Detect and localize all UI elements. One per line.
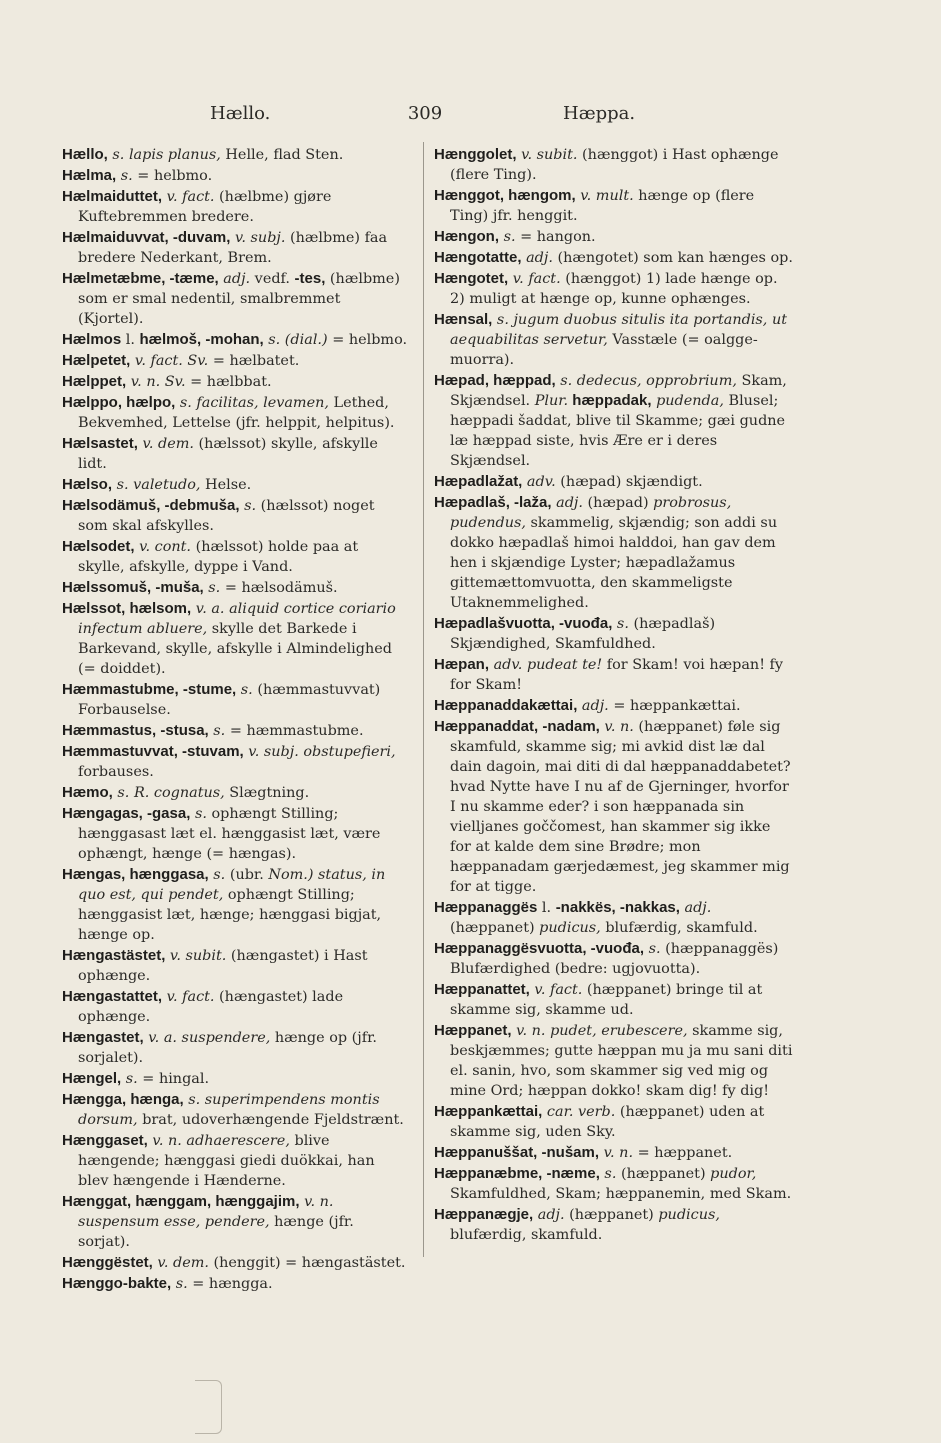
entry-text: = helbmo. <box>327 332 408 348</box>
entry-headword: Hæppanaddakættai, <box>434 697 578 714</box>
entry-headword: Hæpad, hæppad, <box>434 372 556 389</box>
dictionary-entry <box>434 939 794 979</box>
entry-text: v. dem. <box>137 436 194 452</box>
entry-headword: Hælpetet, <box>62 352 131 369</box>
dictionary-entry <box>434 227 794 247</box>
entry-headword: Hænsal, <box>434 311 493 328</box>
dictionary-entry <box>62 1253 408 1273</box>
entry-headword: Hængel, <box>62 1070 122 1087</box>
dictionary-entry <box>62 680 408 720</box>
entry-text: v. fact. <box>162 989 215 1005</box>
page-number: 309 <box>407 103 443 124</box>
entry-text: car. verb. <box>542 1104 616 1120</box>
entry-headword: Hængotatte, <box>434 249 522 266</box>
entry-text: v. a. suspendere, <box>143 1030 271 1046</box>
entry-text: s. (dial.) <box>263 332 328 348</box>
binding-tab-mark <box>195 1380 222 1434</box>
entry-text: Nom.) status, in quo est, qui pendet, <box>78 867 386 903</box>
dictionary-entry <box>62 166 408 186</box>
entry-text: blufærdig, skamfuld. <box>450 1227 603 1243</box>
entry-text: Helle, flad Sten. <box>220 147 344 163</box>
dictionary-entry <box>62 578 408 598</box>
dictionary-entry <box>434 145 794 185</box>
entry-text: v. subit. <box>165 948 227 964</box>
entry-headword: Hæppanaggës <box>434 899 538 916</box>
left-column <box>62 145 408 1294</box>
entry-text: vedf. <box>250 271 295 287</box>
entry-text: hænge op (flere Ting) jfr. henggit. <box>450 188 755 224</box>
entry-text: = hælbatet. <box>208 353 300 369</box>
dictionary-entry <box>62 372 408 392</box>
entry-headword: Hæpadlašvuotta, -vuođa, <box>434 615 613 632</box>
entry-text: s. <box>121 1071 138 1087</box>
entry-text: Plur. <box>534 393 569 409</box>
entry-headword: Hængastet, <box>62 1029 144 1046</box>
entry-headword: Hælmaiduvvat, -duvam, <box>62 229 231 246</box>
entry-text: = hælbbat. <box>185 374 272 390</box>
entry-headword: Hælssot, hælsom, <box>62 600 192 617</box>
entry-text: (hæppanet) bringe til at skamme sig, skamme ud. <box>450 982 763 1018</box>
entry-text: = hingal. <box>137 1071 210 1087</box>
dictionary-entry <box>434 1164 794 1204</box>
entry-headword: Hænggaset, <box>62 1132 148 1149</box>
entry-text: adv. pudeat te! <box>489 657 603 673</box>
dictionary-entry <box>62 987 408 1027</box>
entry-text: (hængastet) i Hast ophænge. <box>78 948 368 984</box>
page-header <box>0 103 941 131</box>
entry-text: Skam, Skjændsel. <box>450 373 787 409</box>
entry-headword: Hæppanaggësvuotta, -vuođa, <box>434 940 645 957</box>
entry-headword: Hælppo, hælpo, <box>62 394 176 411</box>
entry-headword: Hælsodet, <box>62 538 135 555</box>
entry-text: = hængga. <box>187 1276 273 1292</box>
dictionary-entry <box>434 472 794 492</box>
entry-text: (hæppanet) <box>450 920 540 936</box>
entry-headword: Hælsodämuš, -debmuša, <box>62 497 240 514</box>
entry-text: s. <box>239 498 257 514</box>
entry-text: (hælssot) holde paa at skylle, afskylle, dyppe i Vand. <box>78 539 359 575</box>
entry-text: adj. <box>679 900 712 916</box>
entry-text: Vasstæle (= oalgge-muorra). <box>450 332 758 368</box>
entry-headword: Hæppanet, <box>434 1022 512 1039</box>
entry-headword: Hæmmastuvvat, -stuvam, <box>62 743 244 760</box>
entry-text: (hælbme) som er smal nedentil, smalbremmet (Kjortel). <box>78 271 400 327</box>
entry-text: Blusel; hæppadi šaddat, blive til Skamme; gæi gudne læ hæppad siste, hvis Ære er i deres Skjændsel. <box>450 393 786 469</box>
dictionary-entry <box>434 696 794 716</box>
entry-text: s. R. cognatus, <box>112 785 225 801</box>
entry-headword: Hænggat, hænggam, hænggajim, <box>62 1193 300 1210</box>
entry-headword: Hælmaiduttet, <box>62 188 163 205</box>
dictionary-entry <box>62 865 408 945</box>
entry-text: (hæppanet) <box>564 1207 659 1223</box>
entry-headword: Hælma, <box>62 167 117 184</box>
dictionary-entry <box>62 496 408 536</box>
entry-headword: Hælssomuš, -muša, <box>62 579 204 596</box>
dictionary-entry <box>434 898 794 938</box>
dictionary-entry <box>434 614 794 654</box>
entry-text: (hæpad) <box>582 495 654 511</box>
dictionary-entry <box>62 187 408 227</box>
entry-text: skylle det Barkede i Barkevand, skylle, afskylle i Almindelighed (= doiddet). <box>78 621 392 677</box>
entry-text: s. <box>644 941 661 957</box>
entry-text: v. fact. <box>529 982 583 998</box>
dictionary-entry <box>62 721 408 741</box>
entry-headword: Hæmmastus, -stusa, <box>62 722 209 739</box>
entry-text: (hænggot) i Hast ophænge (flere Ting). <box>450 147 779 183</box>
entry-text: v. n. <box>599 1145 634 1161</box>
entry-text: brat, udoverhængende Fjeldstrænt. <box>137 1112 404 1128</box>
entry-text: (hæppanet) uden at skamme sig, uden Sky. <box>450 1104 765 1140</box>
entry-headword: Hæppanattet, <box>434 981 530 998</box>
entry-headword: Hænggolet, <box>434 146 517 163</box>
dictionary-entry <box>62 393 408 433</box>
entry-text: pudicus, <box>658 1207 720 1223</box>
entry-text: hænge (jfr. sorjat). <box>78 1214 354 1250</box>
dictionary-entry <box>434 371 794 471</box>
entry-headword: Hængotet, <box>434 270 509 287</box>
entry-text: (hængotet) som kan hænges op. <box>552 250 793 266</box>
entry-headword: Hæppanæbme, -næme, <box>434 1165 600 1182</box>
entry-headword: Hælppet, <box>62 373 127 390</box>
entry-text: hænge op (jfr. sorjalet). <box>78 1030 377 1066</box>
entry-text: v. fact. <box>508 271 561 287</box>
entry-text: s. jugum duobus situlis ita portandis, ut aequabilitas servetur, <box>450 312 788 348</box>
dictionary-entry <box>434 1143 794 1163</box>
entry-text: = hæppankættai. <box>608 698 741 714</box>
dictionary-entry <box>434 980 794 1020</box>
dictionary-entry <box>62 475 408 495</box>
dictionary-entry <box>62 145 408 165</box>
entry-text: = hangon. <box>515 229 596 245</box>
entry-text: blive hængende; hænggasi giedi duökkai, han blev hængende i Hænderne. <box>78 1133 375 1189</box>
entry-text: forbauses. <box>78 764 154 780</box>
entry-text: (hælbme) gjøre Kuftebremmen bredere. <box>78 189 332 225</box>
entry-headword: Hængga, hænga, <box>62 1091 184 1108</box>
entry-headword: Hæppanuššat, -nušam, <box>434 1144 600 1161</box>
entry-text: l. <box>121 332 140 348</box>
entry-text: v. n. <box>599 719 634 735</box>
entry-text: Helse. <box>200 477 252 493</box>
entry-text: v. cont. <box>134 539 192 555</box>
dictionary-entry <box>62 1090 408 1130</box>
entry-text: skamme sig, beskjæmmes; gutte hæppan mu ja mu sani diti el. sanin, hvo, som skammer sig ved mig og mine Ord; hæppan dokko! skam dig! fy dig! <box>450 1023 793 1099</box>
dictionary-entry <box>62 537 408 577</box>
entry-text: s. <box>599 1166 617 1182</box>
entry-text: s. <box>208 723 226 739</box>
entry-text: (hængastet) lade ophænge. <box>78 989 344 1025</box>
entry-headword: Hælmetæbme, -tæme, <box>62 270 219 287</box>
entry-text: adj. <box>551 495 583 511</box>
dictionary-entry <box>62 1274 408 1294</box>
entry-text: -tes, <box>294 270 326 287</box>
entry-text: v. dem. <box>152 1255 209 1271</box>
entry-headword: Hæppankættai, <box>434 1103 543 1120</box>
entry-text: pudor, <box>710 1166 757 1182</box>
dictionary-entry <box>434 717 794 897</box>
dictionary-entry <box>62 330 408 350</box>
entry-text: -nakkës, -nakkas, <box>555 899 680 916</box>
column-divider <box>423 142 424 1257</box>
entry-text: hæppadak, <box>568 392 652 409</box>
dictionary-entry <box>434 248 794 268</box>
entry-text: probrosus, pudendus, <box>450 495 732 531</box>
entry-text: v. a. aliquid cortice coriario infectum abluere, <box>78 601 396 637</box>
entry-text: s. <box>612 616 629 632</box>
entry-text: l. <box>537 900 556 916</box>
entry-text: (hænggot) 1) lade hænge op. 2) muligt at hænge op, kunne ophænges. <box>450 271 778 307</box>
entry-text: v. subj. <box>230 230 286 246</box>
entry-headword: Hæppanaddat, -nadam, <box>434 718 600 735</box>
entry-headword: Hængas, hænggasa, <box>62 866 209 883</box>
dictionary-entry <box>62 742 408 782</box>
dictionary-entry <box>62 1192 408 1252</box>
entry-text: s. superimpendens montis dorsum, <box>78 1092 380 1128</box>
entry-text: = helbmo. <box>132 168 213 184</box>
entry-text: ophængt Stilling; hænggasast læt el. hænggasist læt, være ophængt, hænge (= hængas). <box>78 806 381 862</box>
dictionary-entry <box>62 1131 408 1191</box>
entry-text: v. n. pudet, erubescere, <box>511 1023 688 1039</box>
entry-text: s. dedecus, opprobrium, <box>555 373 737 389</box>
entry-text: Lethed, Bekvemhed, Lettelse (jfr. helppit, helpitus). <box>78 395 395 431</box>
entry-text: s. lapis planus, <box>107 147 221 163</box>
dictionary-entry <box>62 269 408 329</box>
entry-headword: Hæpan, <box>434 656 490 673</box>
dictionary-entry <box>434 186 794 226</box>
entry-text: adv. <box>522 474 556 490</box>
entry-text: s. <box>116 168 133 184</box>
dictionary-entry <box>434 1102 794 1142</box>
dictionary-entry <box>62 228 408 268</box>
dictionary-entry <box>434 269 794 309</box>
dictionary-entry <box>434 1021 794 1101</box>
entry-headword: Hængagas, -gasa, <box>62 805 191 822</box>
entry-text: s. <box>171 1276 188 1292</box>
entry-text: hælmoš, -mohan, <box>139 331 264 348</box>
entry-text: (hæpad) skjændigt. <box>555 474 703 490</box>
entry-text: (hælbme) faa bredere Nederkant, Brem. <box>78 230 388 266</box>
entry-text: (hæppanet) føle sig skamfuld, skamme sig; mi avkid dist læ dal dain dagoin, mai diti di dal hæppanaddabetet? hvad Nytte have I nu af de Gjerninger, hvorfor I nu skamme eder? i son hæppanada sin vielljanes goččomest, han skammer sig ikke for at kalde dem sine Brødre; mon hæppanadam gærjedæmest, jeg skammer mig for at tigge. <box>450 719 791 895</box>
entry-text: v. fact. <box>162 189 215 205</box>
entry-text: pudicus, <box>539 920 601 936</box>
entry-text: Slægtning. <box>224 785 310 801</box>
entry-text: blufærdig, skamfuld. <box>600 920 758 936</box>
dictionary-entry <box>62 1028 408 1068</box>
entry-headword: Hæppanægje, <box>434 1206 534 1223</box>
entry-headword: Hænggo-bakte, <box>62 1275 172 1292</box>
entry-text: = hæppanet. <box>633 1145 733 1161</box>
entry-text: s. valetudo, <box>112 477 201 493</box>
entry-text: (ubr. <box>225 867 269 883</box>
entry-headword: Hængon, <box>434 228 499 245</box>
entry-headword: Hænggot, hængom, <box>434 187 576 204</box>
dictionary-entry <box>62 804 408 864</box>
entry-text: s. <box>236 682 253 698</box>
dictionary-entry <box>62 783 408 803</box>
entry-text: (hælssot) noget som skal afskylles. <box>78 498 375 534</box>
entry-headword: Hæpadlaš, -laža, <box>434 494 552 511</box>
entry-text: = hælsodämuš. <box>220 580 338 596</box>
dictionary-entry <box>434 655 794 695</box>
entry-text: v. fact. Sv. <box>130 353 209 369</box>
entry-text: adj. <box>521 250 553 266</box>
entry-text: s. <box>190 806 207 822</box>
header-left-guide-word: Hællo. <box>210 103 271 124</box>
entry-text: = hæmmastubme. <box>225 723 364 739</box>
entry-text: (hæppanaggës) Blufærdighed (bedre: ugjovuotta). <box>450 941 779 977</box>
dictionary-entry <box>434 310 794 370</box>
dictionary-entry <box>62 946 408 986</box>
entry-headword: Hæmmastubme, -stume, <box>62 681 237 698</box>
entry-text: s. <box>499 229 516 245</box>
entry-headword: Hællo, <box>62 146 108 163</box>
dictionary-entry <box>434 1205 794 1245</box>
entry-text: s. <box>208 867 226 883</box>
entry-text: v. n. adhaerescere, <box>147 1133 290 1149</box>
entry-text: v. n. Sv. <box>126 374 186 390</box>
entry-headword: Hæmo, <box>62 784 113 801</box>
entry-text: pudenda, <box>651 393 724 409</box>
entry-text: v. n. suspensum esse, pendere, <box>78 1194 334 1230</box>
entry-headword: Hælsastet, <box>62 435 138 452</box>
dictionary-entry <box>62 599 408 679</box>
dictionary-entry <box>62 1069 408 1089</box>
right-column <box>434 145 794 1245</box>
entry-text: ophængt Stilling; hænggasist læt, hænge; hænggasi bigjat, hænge op. <box>78 887 382 943</box>
entry-text: s. <box>203 580 221 596</box>
entry-text: Skamfuldhed, Skam; hæppanemin, med Skam. <box>450 1186 792 1202</box>
entry-text: adj. <box>533 1207 565 1223</box>
entry-headword: Hængastattet, <box>62 988 163 1005</box>
entry-text: (hælssot) skylle, afskylle lidt. <box>78 436 378 472</box>
header-right-guide-word: Hæppa. <box>563 103 636 124</box>
entry-text: (hæmmastuvvat) Forbauselse. <box>78 682 381 718</box>
entry-text: (henggit) = hængastästet. <box>208 1255 406 1271</box>
entry-text: s. facilitas, levamen, <box>175 395 329 411</box>
dictionary-entry <box>62 434 408 474</box>
entry-headword: Hælmos <box>62 331 122 348</box>
entry-text: adj. <box>577 698 609 714</box>
entry-text: skammelig, skjændig; son addi su dokko hæpadlaš himoi halddoi, han gav dem hen i skjændige Lyster; hæpadlažamus gittemættomvuotta, den skammeligste Utaknemmelighed. <box>450 515 778 611</box>
entry-text: v. mult. <box>575 188 634 204</box>
entry-text: (hæppanet) <box>616 1166 711 1182</box>
dictionary-entry <box>434 493 794 613</box>
entry-text: adj. <box>218 271 251 287</box>
entry-text: for Skam! voi hæpan! fy for Skam! <box>450 657 784 693</box>
entry-text: (hæpadlaš) Skjændighed, Skamfuldhed. <box>450 616 716 652</box>
entry-text: v. subj. obstupefieri, <box>243 744 396 760</box>
dictionary-entry <box>62 351 408 371</box>
entry-text: v. subit. <box>516 147 578 163</box>
entry-headword: Hænggëstet, <box>62 1254 153 1271</box>
entry-headword: Hængastästet, <box>62 947 166 964</box>
entry-headword: Hælso, <box>62 476 113 493</box>
entry-headword: Hæpadlažat, <box>434 473 523 490</box>
